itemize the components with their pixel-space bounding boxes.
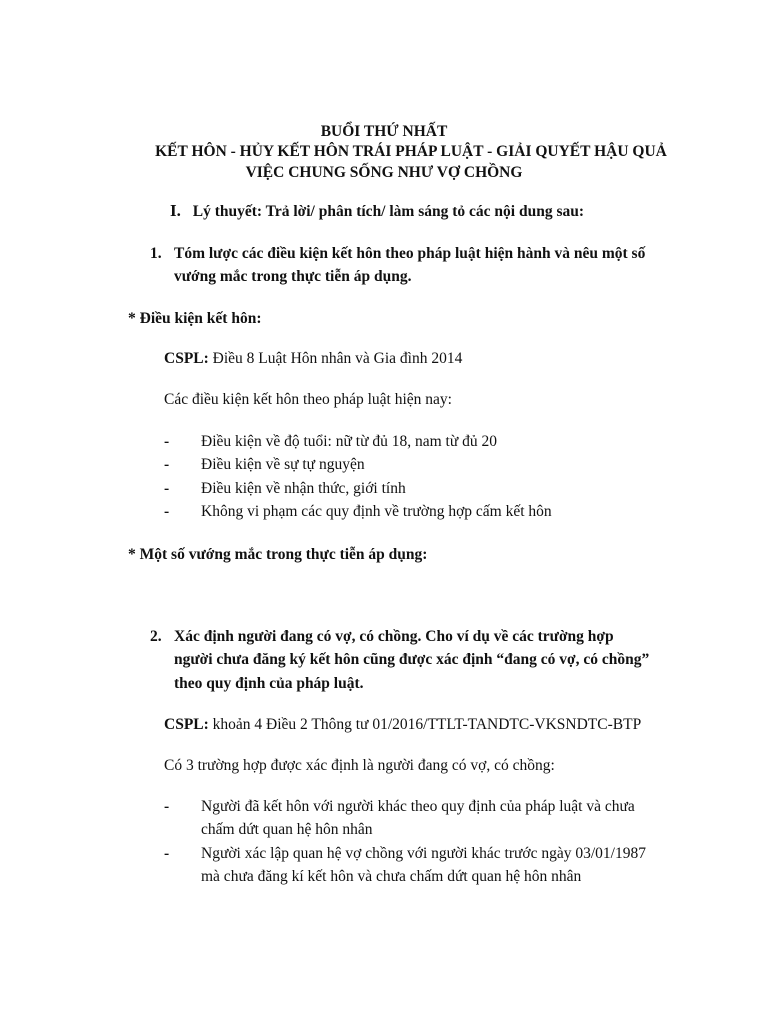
section-heading-text: Lý thuyết: Trả lời/ phân tích/ làm sáng tỏ các nội dung sau: — [192, 203, 585, 220]
question-2-line-1: Xác định người đang có vợ, có chồng. Cho ví dụ về các trường hợp — [174, 628, 614, 645]
condition-item: Điều kiện về sự tự nguyện — [201, 456, 365, 473]
question-2-cspl — [164, 713, 641, 736]
title-line-1: BUỔI THỨ NHẤT — [320, 123, 448, 140]
cspl-text: khoản 4 Điều 2 Thông tư 01/2016/TTLT-TANDTC-VKSNDTC-BTP — [208, 716, 642, 733]
bullet-dash: - — [164, 480, 170, 497]
cspl-label: CSPL: — [164, 350, 209, 367]
conditions-cspl — [164, 347, 462, 370]
case-item-1-line-2: chấm dứt quan hệ hôn nhân — [201, 821, 373, 838]
case-item-2-line-2: mà chưa đăng kí kết hôn và chưa chấm dứt quan hệ hôn nhân — [201, 868, 582, 885]
title-line-3: VIỆC CHUNG SỐNG NHƯ VỢ CHỒNG — [245, 164, 523, 181]
conditions-heading: * Điều kiện kết hôn: — [128, 310, 262, 327]
problems-heading: * Một số vướng mắc trong thực tiễn áp dụng: — [128, 546, 428, 563]
bullet-dash: - — [164, 456, 170, 473]
question-2-line-3: theo quy định của pháp luật. — [174, 675, 364, 692]
cspl-label: CSPL: — [164, 716, 209, 733]
condition-item: Điều kiện về nhận thức, giới tính — [201, 480, 406, 497]
conditions-intro: Các điều kiện kết hôn theo pháp luật hiện nay: — [164, 391, 452, 408]
cspl-text: Điều 8 Luật Hôn nhân và Gia đình 2014 — [208, 350, 463, 367]
question-2-line-2: người chưa đăng ký kết hôn cũng được xác định “đang có vợ, có chồng” — [174, 651, 650, 668]
section-numeral: I. — [170, 201, 181, 220]
question-1-line-2: vướng mắc trong thực tiễn áp dụng. — [174, 268, 412, 285]
question-2-intro: Có 3 trường hợp được xác định là người đang có vợ, có chồng: — [164, 757, 555, 774]
title-line-2: KẾT HÔN - HỦY KẾT HÔN TRÁI PHÁP LUẬT - GIẢI QUYẾT HẬU QUẢ — [155, 143, 667, 160]
question-1-number: 1. — [150, 245, 162, 262]
condition-item: Không vi phạm các quy định về trường hợp cấm kết hôn — [201, 503, 552, 520]
case-item-2-line-1: Người xác lập quan hệ vợ chồng với người khác trước ngày 03/01/1987 — [201, 845, 646, 862]
section-heading — [170, 198, 584, 224]
bullet-dash: - — [164, 845, 170, 862]
bullet-dash: - — [164, 433, 170, 450]
bullet-dash: - — [164, 503, 170, 520]
question-1-line-1: Tóm lược các điều kiện kết hôn theo pháp luật hiện hành và nêu một số — [174, 245, 646, 262]
case-item-1-line-1: Người đã kết hôn với người khác theo quy định của pháp luật và chưa — [201, 798, 635, 815]
question-2-number: 2. — [150, 628, 162, 645]
bullet-dash: - — [164, 798, 170, 815]
condition-item: Điều kiện về độ tuổi: nữ từ đủ 18, nam từ đủ 20 — [201, 433, 497, 450]
